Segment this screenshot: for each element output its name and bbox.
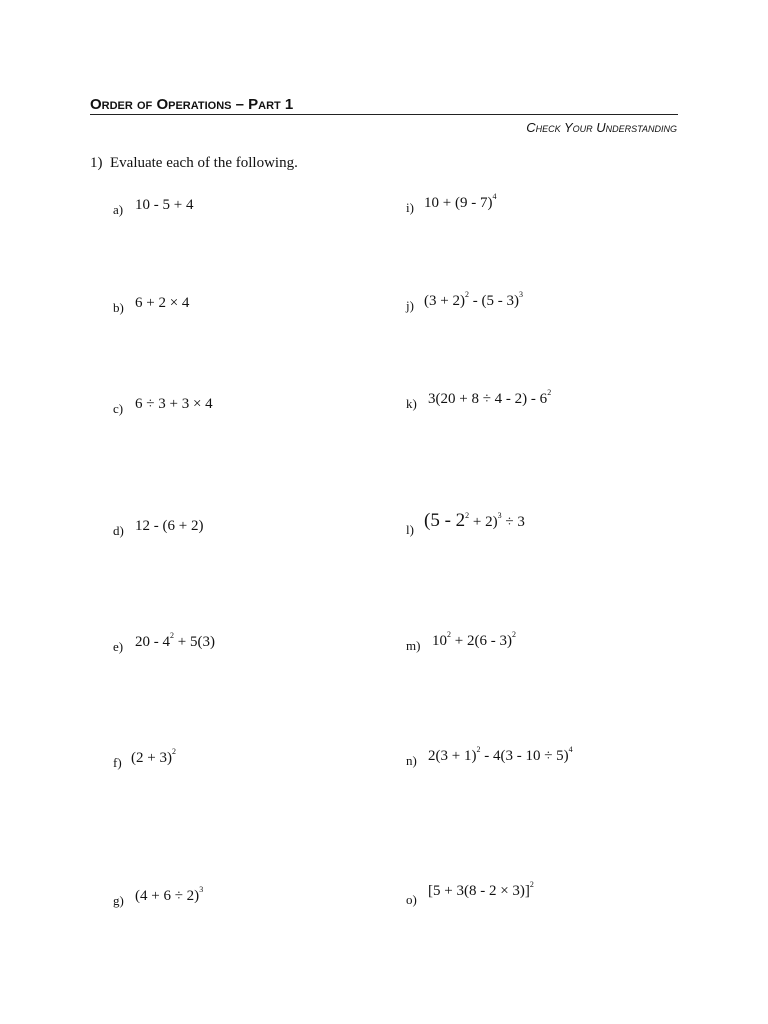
problem-expression: 10 - 5 + 4 (135, 197, 194, 213)
problem-expression: 12 - (6 + 2) (135, 518, 204, 534)
problem-label: f) (113, 755, 122, 770)
problem-expression: $(4 + 6 \div 2)^3$ (135, 885, 204, 904)
problem-label: j) (406, 298, 414, 313)
problem-label: b) (113, 300, 124, 315)
problem-label: d) (113, 523, 124, 538)
problem-label: n) (406, 753, 417, 768)
problem-label: i) (406, 200, 414, 215)
problem-expression: $(3 + 2)^2 - (5 - 3)^3$ (424, 290, 523, 309)
problem-expression: $(5 - 2^2 + 2)^3 \div 3$ (424, 510, 525, 531)
page-subtitle: Check Your Understanding (526, 120, 677, 135)
problem-expression: $3(20 + 8 \div 4 - 2) - 6^2$ (428, 388, 552, 407)
problem-label: e) (113, 639, 124, 654)
problem-label: l) (406, 522, 414, 537)
problem-expression: 6 + 2 × 4 (135, 295, 190, 311)
page-title: Order of Operations – Part 1 (90, 97, 678, 115)
problem-label: c) (113, 401, 124, 416)
problem-expression: $[5 + 3(8 - 2 \times 3)]^2$ (428, 880, 534, 899)
problem-expression: 10 + (9 - 7)$^4$ (424, 192, 497, 211)
question-instruction: 1) Evaluate each of the following. (90, 155, 298, 171)
problem-expression: 6 ÷ 3 + 3 × 4 (135, 396, 213, 412)
problem-expression: $2(3 + 1)^2 - 4(3 - 10 \div 5)^4$ (428, 745, 573, 764)
problem-label: g) (113, 893, 124, 908)
problem-expression: $10^2 + 2(6 - 3)^2$ (432, 630, 516, 649)
problem-label: a) (113, 202, 124, 217)
problem-label: k) (406, 396, 417, 411)
problem-label: o) (406, 892, 417, 907)
problem-label: m) (406, 638, 421, 653)
problem-expression: $20 - 4^2 + 5(3)$ (135, 631, 215, 650)
problem-expression: $(2 + 3)^2$ (131, 747, 176, 766)
